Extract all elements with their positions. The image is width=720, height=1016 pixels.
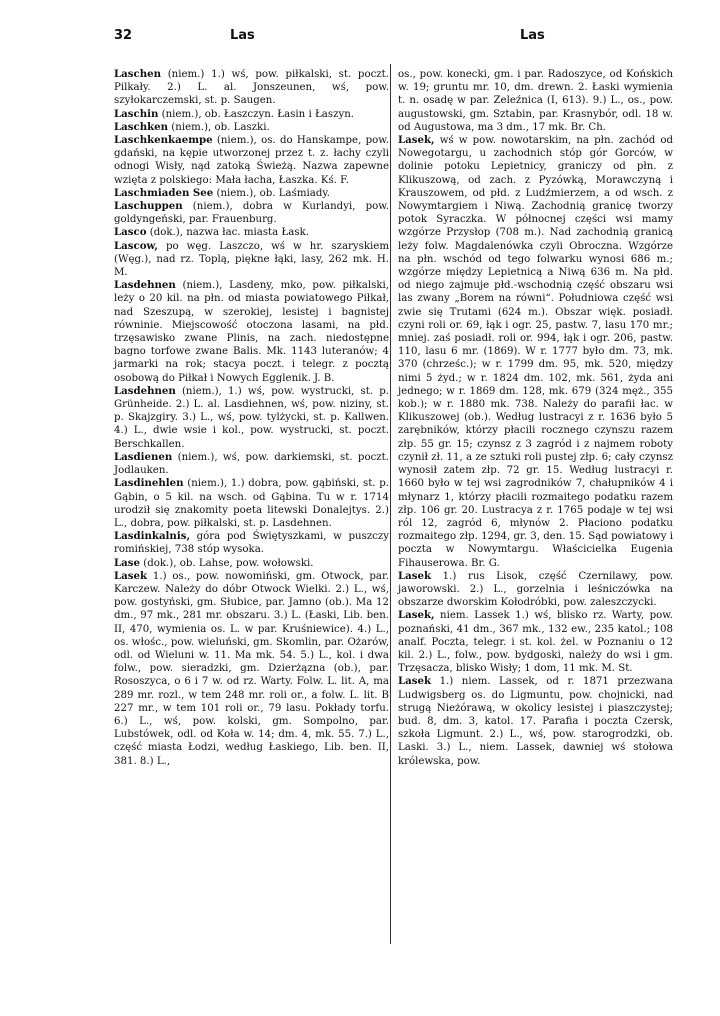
entry-headword: Lasek (114, 569, 148, 582)
entry (398, 570, 673, 610)
entry-headword: Laschin (114, 107, 159, 120)
entry (114, 68, 389, 108)
entry-headword: Lasek (398, 569, 432, 582)
column-divider (390, 64, 391, 944)
entry-text: (niem.), dobra w Kurlandyi, pow. goldyngeński, par. Frauenburg. (114, 201, 389, 226)
entry (398, 675, 673, 767)
entry-headword: Lasek, (398, 609, 435, 622)
entry-headword: Lasdinehlen (114, 477, 184, 490)
entry-headword: Lasdinkalnis, (114, 530, 190, 543)
entry-text: niem. Lassek 1.) wś, blisko rz. Warty, pow. poznański, 41 dm., 367 mk., 132 ew., 235 katol.; 108 analf. Poczta, telegr. i st. kol. żel. w Poznaniu o 12 kil. 2.) L., folw., pow. bydgoski, należy do wsi i gm. Trzęsacza, blisko Wisły; 1 dom, 11 mk. M. St. (398, 610, 673, 675)
entry (114, 134, 389, 187)
entry (114, 385, 389, 451)
entry (114, 557, 389, 570)
entry-headword: Lasdehnen (114, 384, 176, 397)
entry (398, 134, 673, 570)
entry-text: (niem.), os. do Hanskampe, pow. gdański, na kępie utworzonej przez t. z. łachy czyli odnogi Wisły, nąd zatoką Świeżą. Nazwa zapewne wzięta z polskiego: Mała łacha, Łaszka. Kś. F. (114, 135, 389, 186)
entry-text: góra pod Świętyszkami, w puszczy romińskiej, 738 stóp wysoka. (114, 531, 389, 556)
entry-headword: Laschuppen (114, 200, 183, 213)
entry (398, 68, 673, 134)
entry (114, 530, 389, 556)
entry (114, 121, 389, 134)
entry-headword: Lasek (398, 675, 432, 688)
entry-headword: Laschmiaden See (114, 186, 214, 199)
entry (114, 108, 389, 121)
entry-text: (niem.), 1.) wś, pow. wystrucki, st. p. Grünheide. 2.) L. al. Lasdiehnen, wś, pow. niziny, st. p. Skajzgiry. 3.) L., wś, pow. tylżycki, st. p. Kallwen. 4.) L., dwie wsie i kol., pow. wystrucki, st. poczt. Berschkallen. (114, 385, 389, 450)
entry-text: (dok.), nazwa łac. miasta Łask. (146, 227, 309, 239)
entry (398, 609, 673, 675)
entry-text: (niem.), ob. Laśmiady. (213, 187, 331, 199)
entry (114, 200, 389, 226)
entry (114, 187, 389, 200)
entry-text: (niem.), 1.) dobra, pow. gąbiński, st. p. Gąbin, o 5 kil. na wsch. od Gąbina. Tu w r. 1714 urodził się znakomity poeta litewski Donalejtys. 2.) L., dobra, pow. piłkalski, st. p. Lasdehnen. (114, 478, 389, 529)
entry-headword: Lasdehnen (114, 279, 176, 292)
entry-headword: Lascow, (114, 239, 158, 252)
entry (114, 451, 389, 477)
entry (114, 477, 389, 530)
entry (114, 279, 389, 385)
running-head-right: Las (520, 28, 545, 43)
entry-headword: Laschen (114, 68, 161, 80)
entry (114, 226, 389, 239)
entry-text: (niem.), ob. Laszki. (168, 121, 270, 133)
entry-text: po węg. Laszczo, wś w hr. szaryskiem (Węg.), nad rz. Toplą, piękne łąki, lasy, 262 mk. H. M. (114, 240, 389, 279)
running-head-left: Las (230, 28, 255, 43)
entry-text: (niem.), ob. Łaszczyn. Łasin i Łaszyn. (158, 108, 354, 120)
entry (114, 570, 389, 768)
entry (114, 240, 389, 280)
left-column (114, 68, 389, 768)
entry-text: wś w pow. nowotarskim, na płn. zachód od Nowegotargu, u zachodnich stóp gór Gorców, w dolinie potoku Lepietnicy, graniczy od płn. z Klikuszową, od zach. z Pyzówką, Morawczyną i Krauszowem, od płd. z Ludźmierzem, a od wsch. z Nowymtargiem i Niwą. Zachodnią granicę tworzy potok Syraczka. W północnej części wsi mamy wzgórze Przysłop (708 m.). Nad zachodnią granicą leży folw. Magdalenówka czyli Obroczna. Wzgórze na płn. wschód od tego folwarku wynosi 686 m.; wzgórze między Lepietnicą a Niwą 636 m. Na płd. od niego zajmuje płd.-wschodnią część obszaru wsi las zwany „Borem na równi“. Południowa część wsi zwie się Trutami (624 m.). Obszar więk. posiadł. czyni roli or. 69, łąk i ogr. 25, pastw. 7, lasu 170 mr.; mniej. zaś posiadł. roli or. 994, łąk i ogr. 206, pastw. 110, lasu 6 mr. (1869). W r. 1777 było dm. 73, mk. 370 (chrześc.); w r. 1799 dm. 95, mk. 520, między nimi 5 żyd.; w r. 1824 dm. 102, mk. 561, żyda ani jednego; w r. 1869 dm. 128, mk. 679 (324 męż., 355 kob.); w r. 1880 mk. 738. Należy do parafii łac. w Klikuszowej (ob.). Według lustracyi z r. 1636 było 5 zarębników, którzy płacili rocznego czynszu razem złp. 55 gr. 15; czynsz z 3 zagród i z najmem roboty czynił zł. 11, a ze sztuki roli pustej złp. 6; cały czynsz wynosił zatem złp. 72 gr. 15. Według lustracyi r. 1660 było w tej wsi zagrodników 7, chałupników 4 i młynarz 1, którzy płacili rozmaitego podatku razem złp. 106 gr. 20. Lustracya z r. 1765 podaje w tej wsi ról 12, zagród 6, młynów 2. Płaciono podatku rozmaitego złp. 1294, gr. 3, den. 15. Sąd powiatowy i poczta w Nowymtargu. Właścicielka Eugenia Fihauserowa. Br. G. (398, 135, 673, 569)
entry-text: (niem.), wś, pow. darkiemski, st. poczt. Jodlauken. (114, 451, 389, 477)
entry-headword: Laschken (114, 120, 169, 133)
entry-headword: Laschkenkaempe (114, 134, 213, 147)
entry-text: (dok.), ob. Lahse, pow. wołowski. (139, 557, 314, 569)
entry-text: (niem.) 1.) wś, pow. piłkalski, st. poczt. Pilkały. 2.) L. al. Jonszeunen, wś, pow. szyłokarczemski, st. p. Saugen. (114, 69, 389, 107)
right-column (398, 68, 673, 768)
entry-text: 1.) os., pow. nowomiński, gm. Otwock, par. Karczew. Należy do dóbr Otwock Wielki. 2.) L., wś, pow. gostyński, gm. Słubice, par. Jamno (ob.). Ma 12 dm., 97 mk., 281 mr. obszaru. 3.) L. (Łaski, Lib. ben. II, 470, wymienia os. L. w par. Kruśniewice). 4.) L., os. włośc., pow. wieluński, gm. Skomlin, par. Ożarów, odl. od Wieluni w. 11. Ma mk. 54. 5.) L., kol. i dwa folw., pow. sieradzki, gm. Dzierżązna (ob.), par. Rososzyca, o 6 i 7 w. od rz. Warty. Folw. L. lit. A, ma 289 mr. rozl., w tem 248 mr. roli or., a folw. L. lit. B 227 mr., w tem 101 roli or., 79 lasu. Pokłady torfu. 6.) L., wś, pow. kolski, gm. Sompolno, par. Lubstówek, odl. od Koła w. 14; dm. 4, mk. 55. 7.) L., część miasta Łodzi, według Łaskiego, Lib. ben. II, 381. 8.) L., (114, 570, 389, 767)
entry-text: 1.) rus Lisok, część Czernilawy, pow. jaworowski. 2.) L., gorzelnia i leśniczówka na obszarze dworskim Kołodróbki, pow. zaleszczycki. (398, 570, 673, 609)
page-number: 32 (114, 28, 133, 43)
entry-headword: Lasek, (398, 134, 435, 147)
entry-text: 1.) niem. Lassek, od r. 1871 przezwana Ludwigsberg os. do Ligmuntu, pow. chojnicki, nad strugą Nieżórawą, w okolicy lesistej i piaszczystej; bud. 8, dm. 3, katol. 17. Parafia i poczta Czersk, szkoła Ligmunt. 2.) L., wś, pow. starogrodzki, ob. Laski. 3.) L., niem. Lassek, dawniej wś stołowa królewska, pow. (398, 676, 673, 767)
entry-headword: Lasco (114, 226, 147, 239)
entry-text: os., pow. konecki, gm. i par. Radoszyce, od Końskich w. 19; gruntu mr. 10, dm. drewn. 2. Łaski wymienia t. n. osadę w par. Zeleźnica (I, 613). 9.) L., os., pow. augustowski, gm. Sztabin, par. Krasnybór, odl. 18 w. od Augustowa, ma 3 dm., 17 mk. Br. Ch. (398, 69, 673, 133)
entry-text: (niem.), Lasdeny, mko, pow. piłkalski, leży o 20 kil. na płn. od miasta powiatowego Piłkał, nad Szeszupą, w szerokiej, lesistej i bagnistej równinie. Miejscowość otoczona lasami, na płd. trzęsawisko zwane Plinis, na zach. niedostępne bagno torfowe zwane Balis. Mk. 1143 luteranów; 4 jarmarki na rok; stacya poczt. i telegr. z pocztą osobową do Piłkał i Nowych Egglenik. J. B. (114, 280, 389, 384)
entry-headword: Lase (114, 556, 140, 569)
entry-headword: Lasdienen (114, 450, 173, 463)
